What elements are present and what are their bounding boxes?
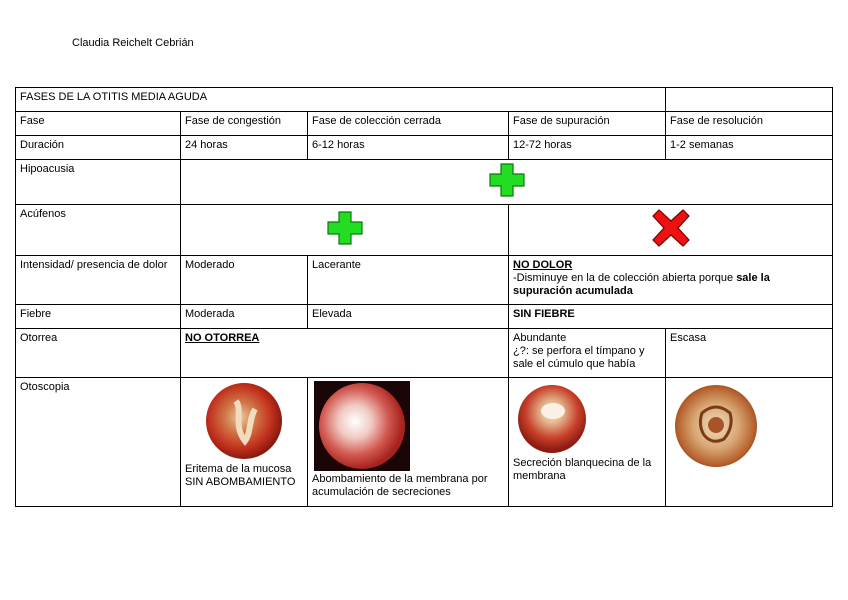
table-title-extra	[666, 88, 833, 112]
duration-congestion: 24 horas	[181, 136, 308, 160]
otorrhea-suppuration-line2: ¿?: se perfora el tímpano y sale el cúmulo que había	[513, 345, 645, 370]
table-row-phase	[16, 112, 833, 136]
row-label-tinnitus: Acúfenos	[16, 205, 181, 256]
author-name: Claudia Reichelt Cebrián	[72, 37, 194, 49]
no-pain-label: NO DOLOR	[513, 259, 573, 271]
table-row-otoscopy	[16, 378, 833, 507]
table-row-pain	[16, 256, 833, 305]
otitis-phases-table	[15, 87, 833, 507]
fever-closed-collection: Elevada	[308, 305, 509, 329]
row-label-hypoacusis: Hipoacusia	[16, 160, 181, 205]
pain-late-phases	[509, 256, 833, 305]
otoscopy-resolution	[666, 378, 833, 507]
red-cross-icon	[651, 208, 691, 248]
otoscopy-closed-collection-caption: Abombamiento de la membrana por acumulación de secreciones	[312, 473, 488, 498]
phase-suppuration: Fase de supuración	[509, 112, 666, 136]
otoscopy-suppuration-caption: Secreción blanquecina de la membrana	[513, 457, 652, 482]
otoscopy-suppuration-image	[515, 383, 589, 455]
otoscopy-congestion-image	[203, 381, 285, 461]
otoscopy-congestion-caption-2: SIN ABOMBAMIENTO	[185, 476, 296, 488]
otoscopy-suppuration	[509, 378, 666, 507]
table-row-otorrhea	[16, 329, 833, 378]
table-row-hypoacusis	[16, 160, 833, 205]
row-label-phase: Fase	[16, 112, 181, 136]
pain-note	[513, 272, 828, 298]
table-row-tinnitus	[16, 205, 833, 256]
phase-closed-collection: Fase de colección cerrada	[308, 112, 509, 136]
phase-resolution: Fase de resolución	[666, 112, 833, 136]
duration-suppuration: 12-72 horas	[509, 136, 666, 160]
otorrhea-suppuration	[509, 329, 666, 378]
row-label-otorrhea: Otorrea	[16, 329, 181, 378]
green-plus-icon	[327, 211, 363, 245]
row-label-otoscopy: Otoscopia	[16, 378, 181, 507]
pain-note-text: -Disminuye en la de colección abierta porque	[513, 272, 737, 284]
row-label-pain: Intensidad/ presencia de dolor	[16, 256, 181, 305]
table-title: FASES DE LA OTITIS MEDIA AGUDA	[16, 88, 666, 112]
otoscopy-resolution-image	[672, 383, 760, 469]
hypoacusis-all-phases	[181, 160, 833, 205]
pain-congestion: Moderado	[181, 256, 308, 305]
row-label-fever: Fiebre	[16, 305, 181, 329]
otoscopy-closed-collection	[308, 378, 509, 507]
table-row-duration	[16, 136, 833, 160]
table-row-fever	[16, 305, 833, 329]
fever-late-phases: SIN FIEBRE	[509, 305, 833, 329]
otoscopy-congestion-caption-1: Eritema de la mucosa	[185, 463, 292, 475]
otoscopy-closed-collection-image	[314, 381, 410, 471]
green-plus-icon	[489, 163, 525, 197]
duration-resolution: 1-2 semanas	[666, 136, 833, 160]
row-label-duration: Duración	[16, 136, 181, 160]
tinnitus-late-phases	[509, 205, 833, 256]
pain-closed-collection: Lacerante	[308, 256, 509, 305]
phase-congestion: Fase de congestión	[181, 112, 308, 136]
fever-congestion: Moderada	[181, 305, 308, 329]
duration-closed-collection: 6-12 horas	[308, 136, 509, 160]
otorrhea-early-phases: NO OTORREA	[181, 329, 509, 378]
otorrhea-suppuration-line1: Abundante	[513, 332, 567, 344]
table-title-row	[16, 88, 833, 112]
tinnitus-early-phases	[181, 205, 509, 256]
otorrhea-resolution: Escasa	[666, 329, 833, 378]
otoscopy-congestion	[181, 378, 308, 507]
pain-note-bold: sale la supuración acumulada	[513, 272, 770, 297]
